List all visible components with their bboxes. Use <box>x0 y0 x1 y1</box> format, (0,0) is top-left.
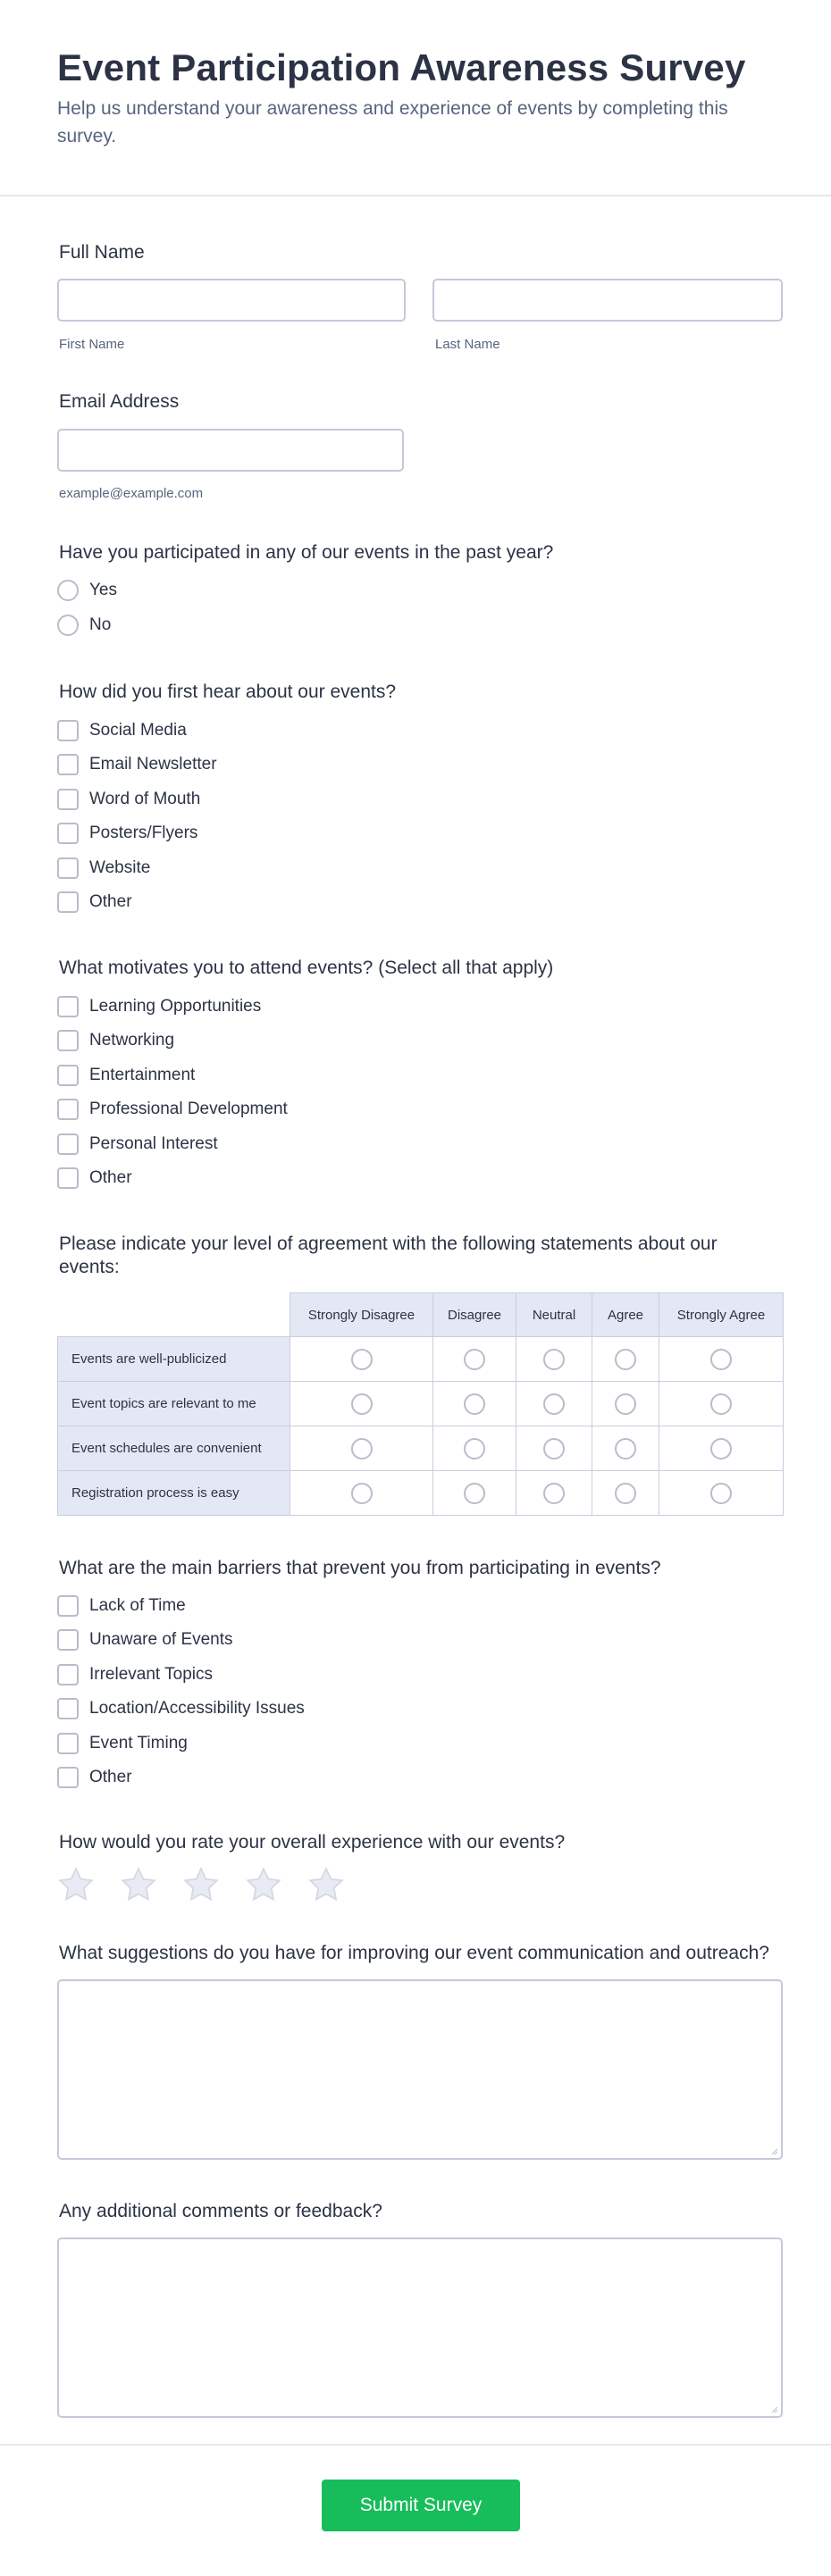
heard-about-option[interactable] <box>57 788 200 811</box>
suggestions-question: What suggestions do you have for improving our event communication and outreach? <box>59 1943 769 1963</box>
heard-about-option[interactable] <box>57 822 197 845</box>
checkbox[interactable] <box>57 754 79 775</box>
option-label: Social Media <box>89 721 187 740</box>
heard-about-option[interactable] <box>57 719 187 742</box>
submit-button[interactable]: Submit Survey <box>322 2480 520 2531</box>
option-label: Other <box>89 1168 132 1187</box>
matrix-cell[interactable] <box>516 1337 592 1382</box>
star-icon[interactable] <box>182 1866 220 1903</box>
matrix-cell[interactable] <box>290 1382 433 1426</box>
checkbox[interactable] <box>57 996 79 1017</box>
radio-button[interactable] <box>464 1349 485 1370</box>
option-label: Email Newsletter <box>89 755 217 774</box>
matrix-cell[interactable] <box>516 1382 592 1426</box>
full-name-label: Full Name <box>59 242 145 263</box>
option-label: Irrelevant Topics <box>89 1665 213 1684</box>
matrix-cell[interactable] <box>659 1471 784 1516</box>
matrix-row <box>58 1471 784 1516</box>
matrix-cell[interactable] <box>290 1471 433 1516</box>
radio-button[interactable] <box>351 1349 373 1370</box>
matrix-column-header: Agree <box>592 1293 659 1337</box>
matrix-cell[interactable] <box>433 1426 516 1471</box>
checkbox[interactable] <box>57 789 79 810</box>
last-name-input[interactable] <box>432 279 783 322</box>
option-label: Website <box>89 858 151 877</box>
checkbox[interactable] <box>57 823 79 844</box>
radio-button[interactable] <box>464 1393 485 1415</box>
radio-button[interactable] <box>351 1438 373 1459</box>
radio-button[interactable] <box>710 1349 732 1370</box>
heard-about-option[interactable] <box>57 891 132 914</box>
option-label: Other <box>89 892 132 911</box>
comments-textarea[interactable] <box>57 2237 783 2418</box>
checkbox[interactable] <box>57 1629 79 1651</box>
barriers-option[interactable] <box>57 1594 186 1618</box>
email-sublabel: example@example.com <box>59 486 204 501</box>
motivations-option[interactable] <box>57 995 261 1018</box>
page-title: Event Participation Awareness Survey <box>57 46 746 88</box>
option-label: Lack of Time <box>89 1596 186 1615</box>
heard-about-question: How did you first hear about our events? <box>59 682 397 702</box>
option-label: Event Timing <box>89 1734 188 1752</box>
option-label: Word of Mouth <box>89 790 201 808</box>
heard-about-option[interactable] <box>57 857 150 880</box>
form-header <box>0 0 831 197</box>
radio-button[interactable] <box>543 1438 565 1459</box>
last-name-sublabel: Last Name <box>435 337 500 352</box>
matrix-cell[interactable] <box>290 1426 433 1471</box>
matrix-cell[interactable] <box>592 1426 659 1471</box>
matrix-row-label: Event topics are relevant to me <box>58 1382 290 1426</box>
matrix-row <box>58 1337 784 1382</box>
participated-option-yes[interactable] <box>57 579 117 602</box>
matrix-cell[interactable] <box>433 1471 516 1516</box>
star-icon[interactable] <box>120 1866 157 1903</box>
radio-button[interactable] <box>615 1393 636 1415</box>
matrix-cell[interactable] <box>516 1471 592 1516</box>
page-subtitle: Help us understand your awareness and experience of events by completing this survey. <box>57 98 728 146</box>
participated-option-no[interactable] <box>57 614 111 637</box>
checkbox[interactable] <box>57 1664 79 1685</box>
checkbox[interactable] <box>57 1595 79 1617</box>
checkbox[interactable] <box>57 1698 79 1719</box>
resize-grip-icon[interactable] <box>769 2405 778 2413</box>
barriers-option[interactable] <box>57 1732 188 1755</box>
radio-button[interactable] <box>351 1393 373 1415</box>
option-label: Other <box>89 1768 132 1786</box>
star-icon[interactable] <box>57 1866 95 1903</box>
motivations-option[interactable] <box>57 1133 218 1156</box>
checkbox[interactable] <box>57 1030 79 1051</box>
barriers-question: What are the main barriers that prevent you from participating in events? <box>59 1558 661 1578</box>
matrix-cell[interactable] <box>290 1337 433 1382</box>
agreement-question: Please indicate your level of agreement with the following statements about our events: <box>59 1234 718 1277</box>
radio-button[interactable] <box>57 580 79 601</box>
checkbox[interactable] <box>57 720 79 741</box>
radio-button[interactable] <box>464 1438 485 1459</box>
matrix-row-label: Registration process is easy <box>58 1471 290 1516</box>
matrix-cell[interactable] <box>659 1426 784 1471</box>
rating-question: How would you rate your overall experience with our events? <box>59 1832 566 1853</box>
agreement-matrix <box>57 1292 784 1516</box>
radio-button[interactable] <box>351 1483 373 1504</box>
checkbox[interactable] <box>57 857 79 879</box>
matrix-cell[interactable] <box>659 1337 784 1382</box>
option-label: Personal Interest <box>89 1134 218 1153</box>
suggestions-textarea[interactable] <box>57 1979 783 2160</box>
barriers-option[interactable] <box>57 1766 132 1789</box>
checkbox[interactable] <box>57 1099 79 1120</box>
matrix-row-label: Events are well-publicized <box>58 1337 290 1382</box>
matrix-column-header: Strongly Agree <box>659 1293 784 1337</box>
motivations-option[interactable] <box>57 1098 288 1121</box>
option-label: Yes <box>89 581 117 599</box>
matrix-cell[interactable] <box>592 1471 659 1516</box>
option-label: Networking <box>89 1031 175 1050</box>
radio-button[interactable] <box>464 1483 485 1504</box>
matrix-cell[interactable] <box>433 1382 516 1426</box>
matrix-cell[interactable] <box>592 1382 659 1426</box>
matrix-header-row <box>58 1293 784 1337</box>
option-label: Location/Accessibility Issues <box>89 1699 305 1718</box>
checkbox[interactable] <box>57 1133 79 1155</box>
motivations-option[interactable] <box>57 1064 195 1087</box>
matrix-corner <box>58 1293 290 1337</box>
star-rating <box>57 1866 370 1903</box>
barriers-option[interactable] <box>57 1663 213 1686</box>
matrix-cell[interactable] <box>516 1426 592 1471</box>
option-label: Entertainment <box>89 1066 196 1084</box>
radio-button[interactable] <box>710 1438 732 1459</box>
matrix-column-header: Strongly Disagree <box>290 1293 433 1337</box>
star-icon[interactable] <box>307 1866 345 1903</box>
radio-button[interactable] <box>57 615 79 636</box>
option-label: Posters/Flyers <box>89 824 198 842</box>
motivations-question: What motivates you to attend events? (Select all that apply) <box>59 958 554 978</box>
matrix-row <box>58 1382 784 1426</box>
matrix-row-label: Event schedules are convenient <box>58 1426 290 1471</box>
first-name-sublabel: First Name <box>59 337 125 352</box>
comments-question: Any additional comments or feedback? <box>59 2201 382 2221</box>
matrix-column-header: Neutral <box>516 1293 592 1337</box>
email-label: Email Address <box>59 391 180 412</box>
participated-question: Have you participated in any of our events in the past year? <box>59 542 554 563</box>
matrix-cell[interactable] <box>433 1337 516 1382</box>
email-input[interactable] <box>57 429 404 472</box>
radio-button[interactable] <box>615 1483 636 1504</box>
heard-about-option[interactable] <box>57 753 217 776</box>
option-label: Learning Opportunities <box>89 997 262 1016</box>
option-label: Professional Development <box>89 1100 288 1118</box>
option-label: No <box>89 615 112 634</box>
matrix-row <box>58 1426 784 1471</box>
checkbox[interactable] <box>57 891 79 913</box>
matrix-cell[interactable] <box>592 1337 659 1382</box>
checkbox[interactable] <box>57 1167 79 1189</box>
resize-grip-icon[interactable] <box>769 2146 778 2155</box>
radio-button[interactable] <box>710 1483 732 1504</box>
matrix-column-header: Disagree <box>433 1293 516 1337</box>
option-label: Unaware of Events <box>89 1630 233 1649</box>
star-icon[interactable] <box>245 1866 282 1903</box>
checkbox[interactable] <box>57 1733 79 1754</box>
radio-button[interactable] <box>615 1349 636 1370</box>
barriers-option[interactable] <box>57 1628 233 1652</box>
radio-button[interactable] <box>543 1393 565 1415</box>
motivations-option[interactable] <box>57 1167 132 1190</box>
radio-button[interactable] <box>543 1349 565 1370</box>
radio-button[interactable] <box>543 1483 565 1504</box>
checkbox[interactable] <box>57 1767 79 1788</box>
first-name-input[interactable] <box>57 279 406 322</box>
motivations-option[interactable] <box>57 1029 174 1052</box>
form-footer <box>0 2444 831 2576</box>
radio-button[interactable] <box>710 1393 732 1415</box>
checkbox[interactable] <box>57 1065 79 1086</box>
matrix-cell[interactable] <box>659 1382 784 1426</box>
radio-button[interactable] <box>615 1438 636 1459</box>
barriers-option[interactable] <box>57 1697 305 1720</box>
